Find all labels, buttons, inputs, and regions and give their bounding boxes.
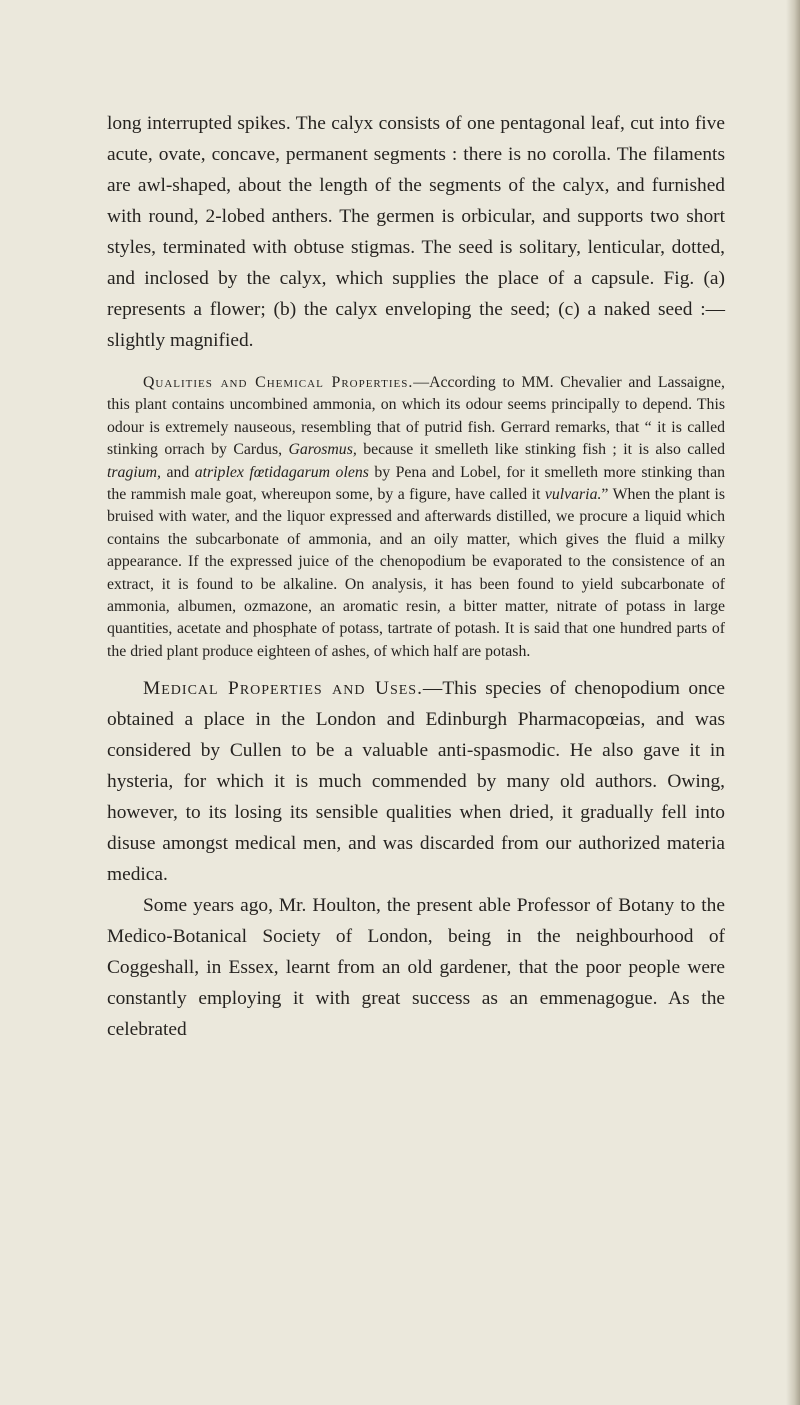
qualities-italic-1: Garosmus, — [288, 441, 357, 459]
qualities-text-2: because it smelleth like stinking fish ; it is also called — [356, 441, 726, 459]
qualities-text-5: ” When the plant is bruised with water, and the liquor expressed and afterwards distilled, we procure a liquid which contains the subcarbonate of ammonia, and an oily matter, which gives the fluid a milky appearance. If the expressed juice of the chenopodium be evaporated to the consistence of an extract, it is found to be alkaline. On analysis, it has been found to yield subcarbonate of ammonia, albumen, ozmazone, an aromatic resin, a bitter matter, nitrate of potass in large quantities, acetate and phosphate of potass, tartrate of potash. It is said that one hundred parts of the dried plant produce eighteen of ashes, of which half are potash. — [107, 486, 725, 660]
qualities-text-1: —According to MM. Chevalier and Lassaigne, this plant contains uncombined ammonia, on which its odour seems principally to depend. This odour is extremely nauseous, resembling that of putrid fish. Gerrard remarks, that “ it is called stinking orrach by Cardus, — [107, 374, 726, 459]
qualities-text-3: and — [160, 463, 195, 481]
qualities-italic-4: vulvaria. — [544, 486, 602, 504]
paragraph-houlton: Some years ago, Mr. Houlton, the present able Professor of Botany to the Medico-Botanical Society of London, being in the neighbourhood of Coggeshall, in Essex, learnt from an old gardener, that the poor people were constantly employing it with great success as an emmenagogue. As the celebrated — [107, 895, 725, 1041]
page-edge-shadow — [786, 0, 800, 1405]
paragraph-qualities-chemical-properties — [107, 372, 725, 663]
section-heading-qualities: Qualities and Chemical Properties. — [143, 374, 414, 391]
text-column — [107, 108, 725, 1045]
qualities-text-4: by Pena and Lobel, for it smelleth more stinking than the rammish male goat, whereupon some, by a figure, have called it — [107, 463, 725, 504]
qualities-italic-3: atriplex fœtidagarum olens — [194, 463, 369, 481]
section-heading-medical: Medical Properties and Uses. — [143, 678, 423, 700]
qualities-italic-2: tragium, — [107, 463, 161, 481]
paragraph-medical-properties — [107, 673, 725, 890]
paragraph-calyx-description: long interrupted spikes. The calyx consists of one pentagonal leaf, cut into five acute, ovate, concave, permanent segments : there is no corolla. The filaments are awl-shaped, about the length of the segments of the calyx, and furnished with round, 2-lobed anthers. The germen is orbicular, and supports two short styles, terminated with obtuse stigmas. The seed is solitary, lenticular, dotted, and inclosed by the calyx, which supplies the place of a capsule. Fig. (a) represents a flower; (b) the calyx enveloping the seed; (c) a naked seed :—slightly magnified. — [107, 113, 725, 351]
medical-text: —This species of chenopodium once obtained a place in the London and Edinburgh Pharmacopœias, and was considered by Cullen to be a valuable anti-spasmodic. He also gave it in hysteria, for which it is much commended by many old authors. Owing, however, to its losing its sensible qualities when dried, it gradually fell into disuse amongst medical men, and was discarded from our authorized materia medica. — [107, 678, 725, 886]
